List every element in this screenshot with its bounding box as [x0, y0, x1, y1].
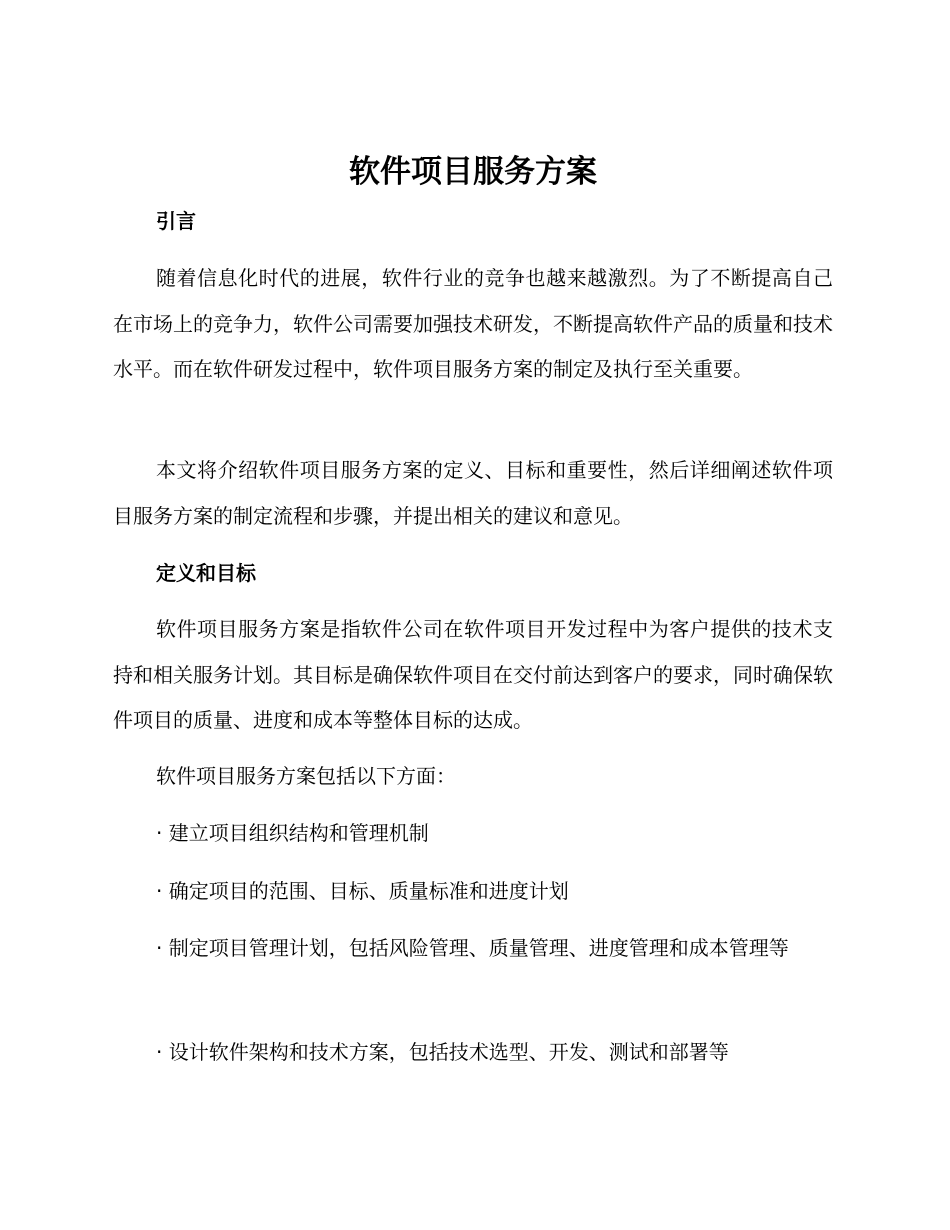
paragraph-intro-1: 随着信息化时代的进展，软件行业的竞争也越来越激烈。为了不断提高自己在市场上的竞争力，软件公司需要加强技术研发，不断提高软件产品的质量和技术水平。而在软件研发过程中，软件项目服务方案的制定及执行至关重要。: [113, 266, 833, 381]
paragraph-definition-2: 软件项目服务方案包括以下方面：: [156, 764, 456, 788]
bullet-item-1: · 建立项目组织结构和管理机制: [156, 821, 429, 845]
section-heading-intro: 引言: [156, 209, 196, 233]
paragraph-intro-2: 本文将介绍软件项目服务方案的定义、目标和重要性，然后详细阐述软件项目服务方案的制定流程和步骤，并提出相关的建议和意见。: [113, 458, 833, 528]
document-title: 软件项目服务方案: [349, 154, 597, 190]
section-heading-definition: 定义和目标: [156, 561, 256, 585]
bullet-item-2: · 确定项目的范围、目标、质量标准和进度计划: [156, 879, 569, 903]
paragraph-definition-1: 软件项目服务方案是指软件公司在软件项目开发过程中为客户提供的技术支持和相关服务计划。其目标是确保软件项目在交付前达到客户的要求，同时确保软件项目的质量、进度和成本等整体目标的达成。: [113, 617, 833, 732]
bullet-item-4: · 设计软件架构和技术方案，包括技术选型、开发、测试和部署等: [156, 1040, 729, 1064]
bullet-item-3: · 制定项目管理计划，包括风险管理、质量管理、进度管理和成本管理等: [156, 936, 789, 960]
